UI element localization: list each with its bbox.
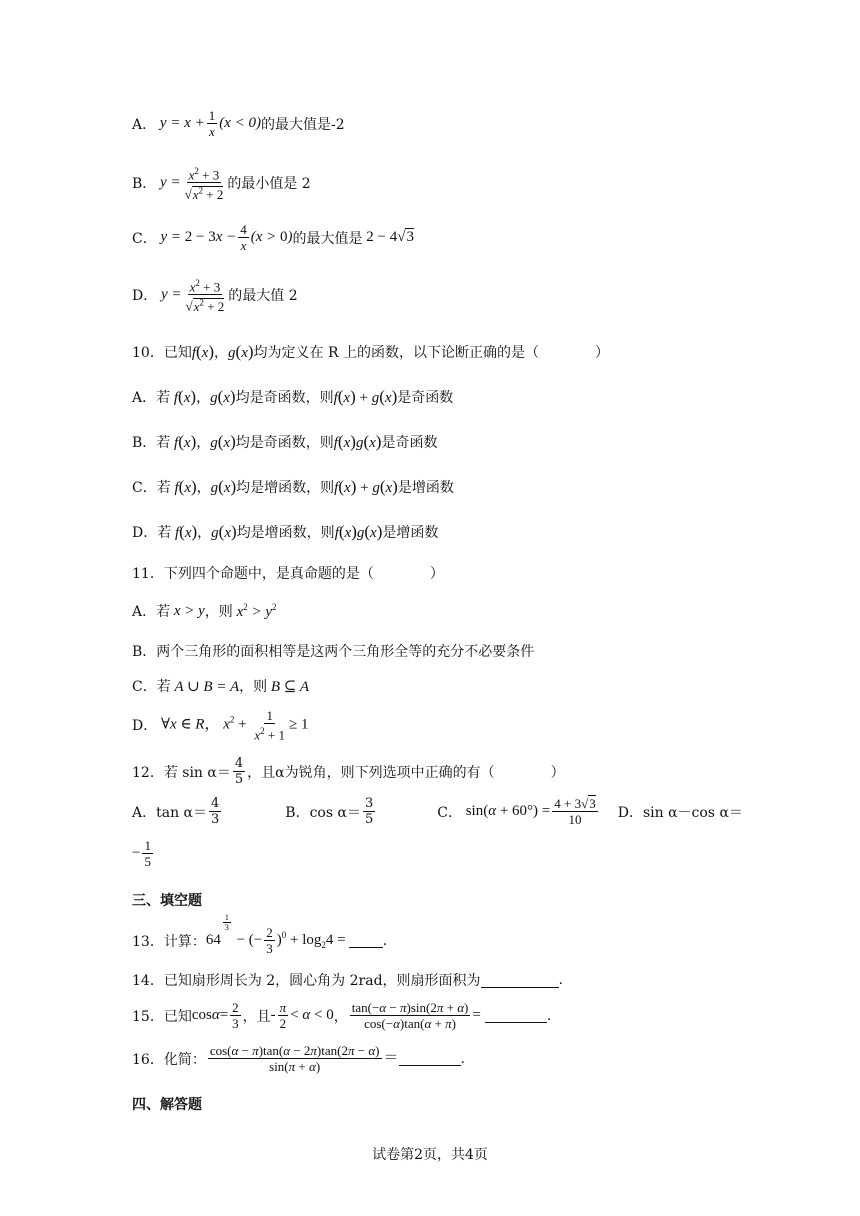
q12-d-value-line [132, 838, 155, 869]
q9-a-text: 的最大值是-2 [260, 116, 345, 133]
q9-a-label: A． [132, 116, 157, 133]
q14-text: 14．已知扇形周长为 2，圆心角为 2rad，则扇形面积为 [132, 973, 481, 989]
q11-paren-close: ） [429, 566, 444, 582]
q9-d-formula: y = $\frac{x^2 + 3}{√x^2 + 2}$ [157, 278, 225, 314]
q10-b-fx: f(x) [170, 432, 197, 451]
q10-option-b: B．若 f(x) ， g(x) 均是奇函数，则 f(x)g(x) 是奇函数 [132, 432, 438, 451]
q12-paren-close: ） [550, 764, 565, 781]
q16-prefix: 16．化简： [132, 1051, 206, 1068]
q14-suffix: . [558, 972, 563, 988]
q10-a-label: A．若 [132, 390, 171, 406]
q11-d-formula: ∀x ∈ R， $x^2$ + $\frac{1}{x^2 + 1}$ ≥ 1 [160, 708, 309, 743]
q11-a-cond: x > y [170, 602, 205, 619]
q10-d-gx: g(x) [211, 522, 237, 541]
q10-c-label: C．若 [132, 480, 171, 496]
q9-d-label: D． [132, 287, 158, 304]
q10-d-label: D．若 [132, 525, 172, 541]
q10-c-end: 是增函数 [397, 480, 454, 496]
q11-c-mid: ，则 [239, 679, 268, 695]
q12-stem-prefix: 12．若 sin α＝ [132, 764, 231, 781]
q9-b-label: B． [132, 175, 157, 192]
q10-a-end: 是奇函数 [397, 390, 454, 406]
q10-b-mid: 均是奇函数，则 [235, 435, 334, 451]
q9-b-text: 的最小值是 2 [227, 175, 311, 192]
q10-paren-close: ） [594, 345, 609, 361]
q12-b-label: B．cos α＝ [285, 804, 361, 821]
q12-stem-suffix: ，且α为锐角，则下列选项中正确的有（ [247, 764, 495, 781]
q14-answer-blank[interactable] [481, 973, 559, 988]
q16 [132, 1043, 465, 1074]
q11-option-c [132, 676, 309, 696]
q16-suffix: . [460, 1050, 465, 1067]
q12-b-value: $\frac{3}{5}$ [364, 796, 374, 827]
q10-b-expr: f(x)g(x) [333, 432, 382, 451]
q11-stem-text: 11．下列四个命题中，是真命题的是（ [132, 566, 374, 582]
q13 [132, 913, 388, 956]
q9-b-formula: y = $\frac{x^2 + 3}{√x^2 + 2}$ [156, 166, 224, 202]
q11-c-cond: A ∪ B = A [170, 678, 240, 695]
q15-prefix: 15．已知 [132, 1008, 192, 1025]
q15-range: - $\frac{\pi}{2}$ < α < 0 [270, 1000, 334, 1031]
q10-c-fx: f(x) [170, 477, 197, 496]
q10-a-mid: 均是奇函数，则 [235, 390, 334, 406]
q12-d-value: − $\frac{1}{5}$ [132, 838, 151, 869]
q9-c-value: 2 − 4√3 [362, 229, 414, 245]
q12-sin-value: $\frac{4}{5}$ [234, 756, 244, 787]
q15-cos: cosα= $\frac{2}{3}$ [191, 1000, 239, 1031]
q10-b-end: 是奇函数 [381, 435, 438, 451]
q11-a-label: A．若 [132, 604, 171, 620]
q10-a-fx: f(x) [170, 387, 197, 406]
q10-d-expr: f(x)g(x) [334, 522, 383, 541]
q12-a-value: $\frac{4}{3}$ [211, 796, 220, 827]
q9-option-d [132, 276, 298, 314]
q15-suffix: . [546, 1007, 552, 1024]
q10-a-gx: g(x) [210, 387, 236, 406]
q16-answer-blank[interactable] [399, 1051, 461, 1066]
q10-stem-prefix: 10．已知 [132, 345, 192, 361]
q10-option-a: A．若 f(x) ， g(x) 均是奇函数，则 f(x) + g(x) 是奇函数 [132, 387, 454, 406]
q12-d-label: D．sin α－cos α＝ [617, 804, 743, 821]
q16-expr: $\frac{\cos(\alpha - \pi)\tan(\alpha - 2\pi)\tan(2\pi - \alpha)}{\sin(\pi + \alpha)}$ ＝ [209, 1043, 399, 1074]
q15-expr: $\frac{\tan(-\alpha - \pi)\sin(2\pi + \alpha)}{\cos(-\alpha)\tan(\alpha + \pi)}$ = [351, 1000, 481, 1031]
q9-option-c [132, 222, 414, 253]
q11-a-concl: $x^2 > y^2$ [232, 601, 277, 620]
q14 [132, 970, 563, 990]
q9-option-a [132, 108, 345, 139]
q12-c-formula: sin(α + 60°) = $\frac{4 + 3√3}{10}$ [461, 796, 596, 827]
q11-c-label: C．若 [132, 679, 171, 695]
q10-c-gx: g(x) [210, 477, 237, 496]
q15 [132, 1000, 551, 1031]
q10-gx: g(x) [228, 342, 254, 361]
q10-b-gx: g(x) [210, 432, 236, 451]
q10-option-c: C．若 f(x) ， g(x) 均是增函数，则 f(x) + g(x) 是增函数 [132, 477, 454, 496]
q9-a-formula: y = x + $\frac{1}{x}$ (x < 0) [156, 108, 261, 139]
q10-c-expr: f(x) + g(x) [334, 477, 398, 496]
q13-prefix: 13．计算： [132, 933, 206, 950]
q11-d-label: D． [132, 718, 158, 735]
q11-option-a [132, 601, 277, 621]
q15-mid1: ，且 [242, 1008, 271, 1025]
q11-option-d [132, 708, 309, 742]
q10-fx: f(x) [191, 342, 215, 361]
q11-option-b [132, 641, 534, 661]
q13-answer-blank[interactable] [349, 933, 383, 948]
q9-c-formula: y = 2 − 3x − $\frac{4}{x}$ (x > 0) [156, 222, 293, 253]
q11-stem [132, 563, 444, 583]
section-4-heading: 四、解答题 [132, 1097, 202, 1113]
q15-mid2: ， [333, 1008, 348, 1025]
q12-a-label: A．tan α＝ [132, 804, 208, 821]
page-footer: 试卷第2页，共4页 [372, 1147, 488, 1163]
q10-c-mid: 均是增函数，则 [236, 480, 335, 496]
q9-d-text: 的最大值 2 [228, 287, 298, 304]
q10-stem: 10．已知 f(x) ， g(x) 均为定义在 R 上的函数，以下论断正确的是（ ） [132, 342, 609, 361]
section-3-heading: 三、填空题 [132, 893, 202, 909]
q9-c-label: C． [132, 230, 157, 247]
q10-stem-suffix: 均为定义在 R 上的函数，以下论断正确的是（ [253, 345, 539, 361]
q10-a-expr: f(x) + g(x) [333, 387, 398, 406]
q13-formula: 64 $\frac{1}{3}$ − (− $\frac{2}{3}$ )$^0 + \log_24$ = [205, 913, 346, 956]
q9-option-b [132, 164, 311, 202]
q9-c-text: 的最大值是 [292, 230, 363, 247]
q12-options [132, 796, 743, 827]
q11-b-text: B．两个三角形的面积相等是这两个三角形全等的充分不必要条件 [132, 644, 535, 660]
q12-stem [132, 756, 565, 787]
q15-answer-blank[interactable] [485, 1008, 547, 1023]
q10-option-d: D．若 f(x) ， g(x) 均是增函数，则 f(x)g(x) 是增函数 [132, 522, 439, 541]
q10-d-end: 是增函数 [382, 525, 439, 541]
q10-d-mid: 均是增函数，则 [236, 525, 335, 541]
q10-b-label: B．若 [132, 435, 171, 451]
q13-suffix: . [382, 932, 388, 949]
q11-c-concl: B ⊆ A [267, 678, 309, 695]
q10-d-fx: f(x) [171, 522, 198, 541]
q12-c-label: C． [437, 804, 462, 821]
q11-a-mid: ，则 [204, 604, 233, 620]
